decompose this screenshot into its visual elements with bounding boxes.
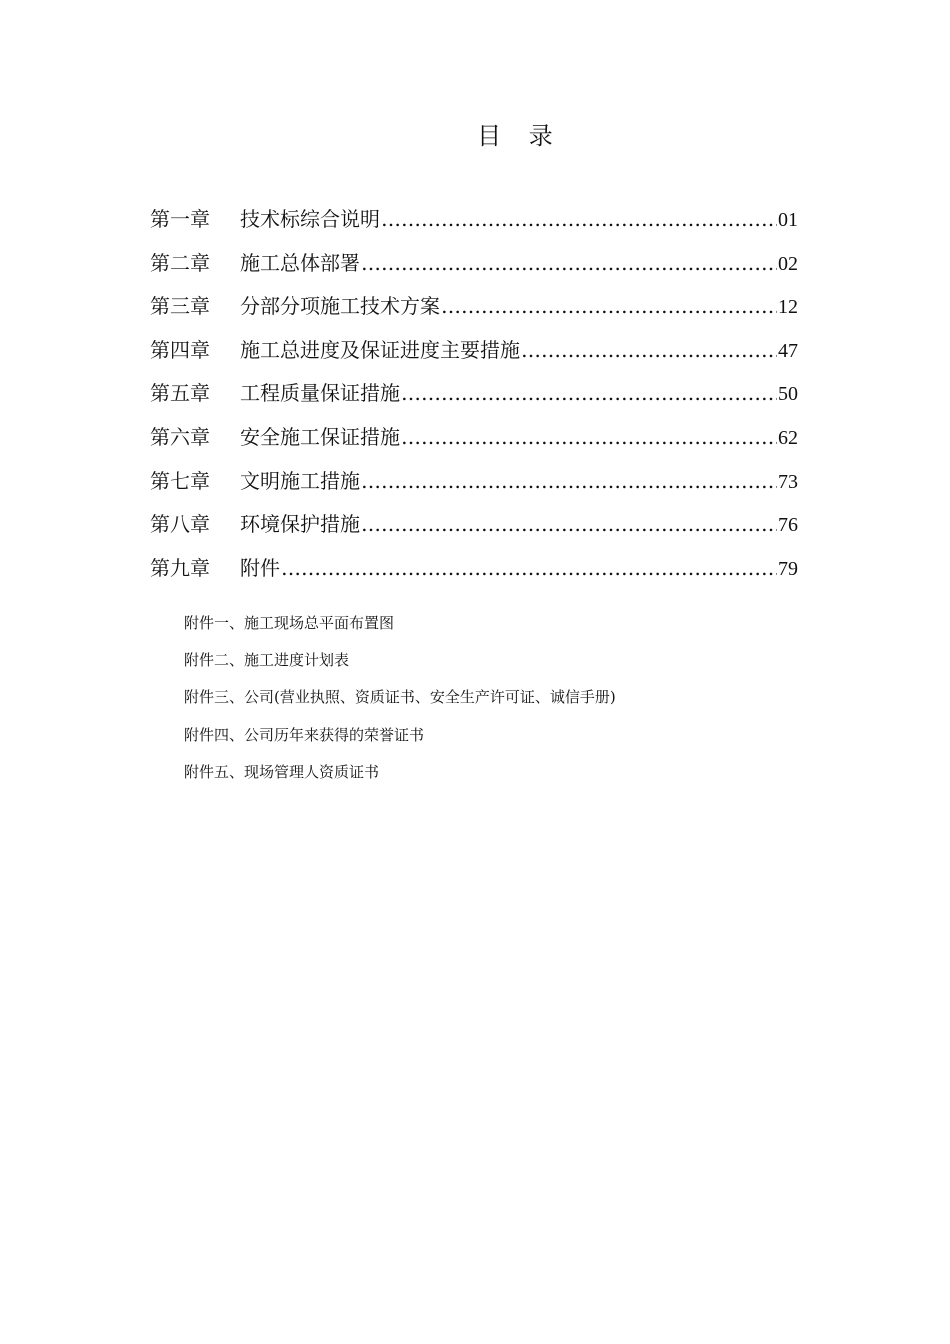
toc-chapter-title: 文明施工措施 (240, 468, 360, 493)
toc-entry (150, 552, 798, 596)
toc-dot-leader (361, 512, 777, 536)
toc-chapter-title: 环境保护措施 (240, 512, 360, 537)
appendix-item: 附件三、公司(营业执照、资质证书、安全生产许可证、诚信手册) (184, 688, 616, 707)
toc-dot-leader (441, 294, 777, 318)
appendix-item: 附件四、公司历年来获得的荣誉证书 (184, 725, 425, 744)
toc-chapter-title: 技术标综合说明 (240, 207, 380, 231)
toc-entry (150, 247, 798, 291)
toc-chapter-title: 施工总进度及保证进度主要措施 (240, 337, 520, 362)
toc-page-number: 62 (778, 426, 798, 449)
toc-chapter-number: 第八章 (150, 512, 210, 537)
toc-chapter-number: 第二章 (150, 250, 210, 275)
appendix-item: 附件一、施工现场总平面布置图 (184, 614, 395, 632)
toc-chapter-number: 第七章 (150, 468, 210, 493)
toc-chapter-number: 第一章 (150, 207, 210, 231)
toc-chapter-number: 第三章 (150, 294, 210, 319)
toc-chapter-title: 施工总体部署 (240, 250, 360, 275)
toc-chapter-number: 第五章 (150, 381, 210, 406)
toc-chapter-title: 附件 (240, 555, 280, 580)
toc-entry (150, 290, 798, 334)
toc-chapter-number: 第四章 (150, 337, 210, 362)
toc-dot-leader (361, 251, 777, 275)
toc-entry (150, 377, 798, 421)
toc-entry (150, 203, 798, 247)
page-title: 目 录 (477, 122, 563, 150)
toc-page-number: 76 (778, 514, 798, 537)
toc-page-number: 01 (778, 209, 798, 231)
toc-page-number: 12 (778, 296, 798, 319)
toc-page-number: 47 (778, 339, 798, 362)
toc-entry (150, 334, 798, 378)
toc-chapter-number: 第六章 (150, 424, 210, 449)
appendix-list (184, 612, 884, 798)
appendix-item: 附件五、现场管理人资质证书 (184, 762, 380, 781)
toc-chapter-title: 工程质量保证措施 (240, 381, 400, 406)
table-of-contents (150, 203, 798, 595)
toc-entry (150, 465, 798, 509)
toc-dot-leader (281, 556, 777, 580)
toc-dot-leader (521, 338, 777, 362)
toc-dot-leader (361, 469, 777, 493)
toc-dot-leader (401, 381, 777, 405)
toc-chapter-title: 安全施工保证措施 (240, 424, 400, 449)
toc-page-number: 79 (778, 557, 798, 580)
toc-dot-leader (401, 425, 777, 449)
toc-page-number: 02 (778, 252, 798, 275)
toc-chapter-title: 分部分项施工技术方案 (240, 294, 440, 319)
toc-entry (150, 508, 798, 552)
toc-entry (150, 421, 798, 465)
toc-page-number: 73 (778, 470, 798, 493)
toc-dot-leader (381, 207, 777, 231)
toc-page-number: 50 (778, 383, 798, 406)
toc-chapter-number: 第九章 (150, 555, 210, 580)
appendix-item: 附件二、施工进度计划表 (184, 651, 350, 670)
